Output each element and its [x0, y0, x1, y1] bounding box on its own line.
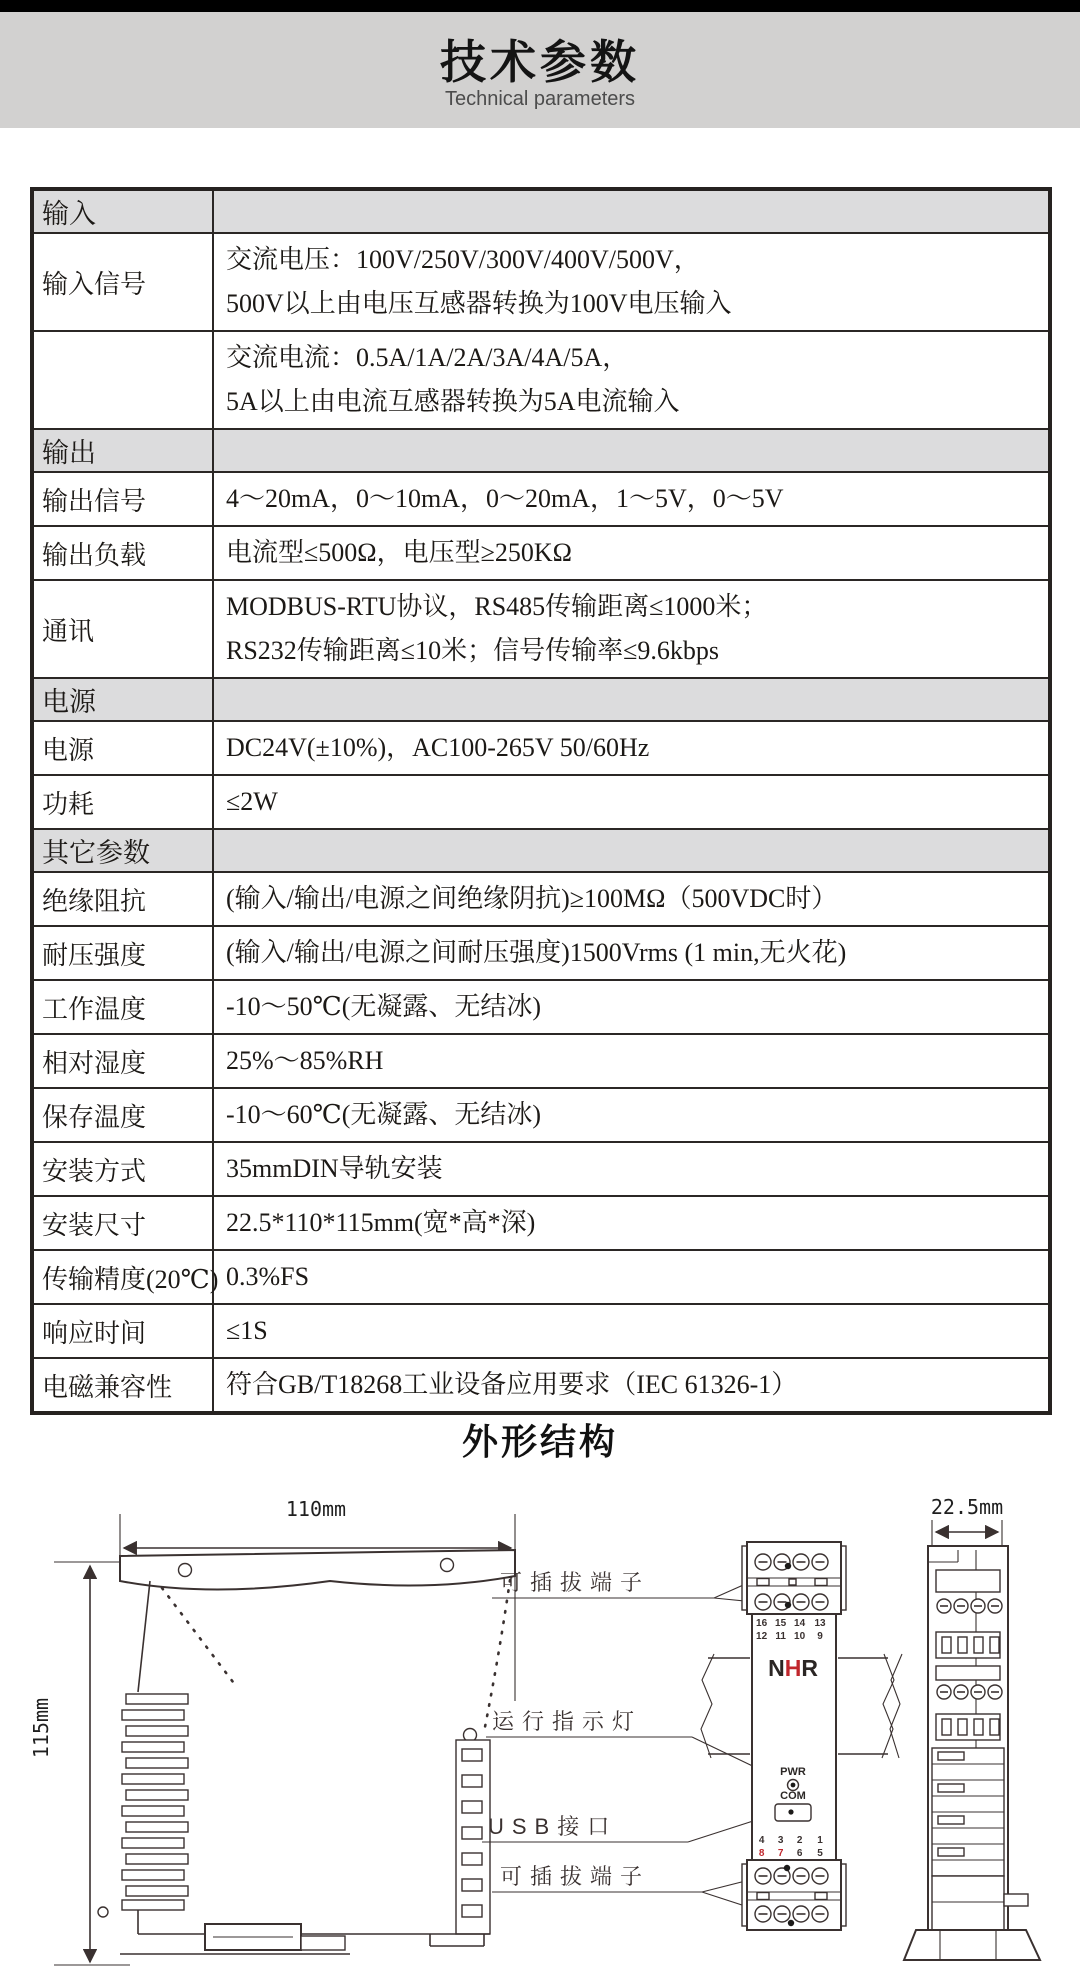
- spec-param-label: 安装方式: [32, 1142, 213, 1196]
- spec-row: [32, 872, 1050, 926]
- spec-section-label: 输出: [32, 429, 213, 472]
- spec-value-line: 500V以上由电压互感器转换为100V电压输入: [226, 289, 732, 318]
- spec-param-value: [213, 472, 1050, 526]
- front-terminal-numbers-top2: 12 11 10 9: [756, 1631, 823, 1642]
- spec-param-label: 保存温度: [32, 1088, 213, 1142]
- callout-usb-label: USB接口: [488, 1814, 618, 1839]
- outline-section-title: 外形结构: [461, 1421, 618, 1462]
- spec-param-value: [213, 233, 1050, 331]
- spec-row: [32, 1142, 1050, 1196]
- side-fin-stack: [122, 1694, 188, 1910]
- spec-row: [32, 721, 1050, 775]
- side-slot-column: [456, 1740, 490, 1934]
- spec-param-value: [213, 775, 1050, 829]
- dim-depth-label: 22.5mm: [930, 1495, 1004, 1519]
- spec-value-line: 5A以上由电流互感器转换为5A电流输入: [226, 387, 680, 416]
- front-terminal-numbers-top1: 16 15 14 13: [756, 1618, 826, 1629]
- spec-value-line: 22.5*110*115mm(宽*高*深): [226, 1208, 536, 1237]
- spec-section-row: [32, 189, 1050, 233]
- pwr-led-label: PWR: [780, 1766, 806, 1778]
- spec-row: [32, 331, 1050, 429]
- spec-section-row: [32, 678, 1050, 721]
- spec-param-value: [213, 980, 1050, 1034]
- spec-section-spacer: [213, 429, 1050, 472]
- spec-param-value: [213, 331, 1050, 429]
- com-port-label: COM: [780, 1790, 806, 1802]
- spec-param-label: 耐压强度: [32, 926, 213, 980]
- side-view-drawing: [29, 1497, 515, 1965]
- end-din-clip: [904, 1876, 1040, 1960]
- page-title: 技术参数: [440, 36, 640, 88]
- spec-row: [32, 1034, 1050, 1088]
- front-bottom-terminal-block: [742, 1860, 846, 1930]
- spec-value-line: 符合GB/T18268工业设备应用要求（IEC 61326-1）: [226, 1370, 798, 1399]
- spec-param-value: [213, 1034, 1050, 1088]
- spec-row: [32, 233, 1050, 331]
- front-view-drawing: [701, 1542, 894, 1930]
- spec-row: [32, 980, 1050, 1034]
- spec-value-line: ≤1S: [226, 1316, 268, 1345]
- page-subtitle: Technical parameters: [444, 88, 636, 110]
- brand-logo: NHR: [768, 1655, 818, 1681]
- spec-value-line: 25%～85%RH: [226, 1046, 384, 1075]
- end-view-drawing: [890, 1495, 1040, 1960]
- spec-value-line: DC24V(±10%)，AC100-265V 50/60Hz: [226, 733, 650, 762]
- spec-param-label: 相对湿度: [32, 1034, 213, 1088]
- spec-section-spacer: [213, 678, 1050, 721]
- spec-param-value: [213, 1088, 1050, 1142]
- front-terminal-numbers-bot1: 4 3 2 1: [758, 1835, 823, 1846]
- spec-section-label: 其它参数: [32, 829, 213, 872]
- spec-param-label: 传输精度(20℃): [32, 1250, 213, 1304]
- spec-value-line: (输入/输出/电源之间耐压强度)1500Vrms (1 min,无火花): [226, 938, 847, 967]
- spec-section-row: [32, 829, 1050, 872]
- spec-param-value: [213, 721, 1050, 775]
- spec-section-label: 输入: [32, 189, 213, 233]
- spec-param-label: 输出负载: [32, 526, 213, 580]
- front-terminal-numbers-bot2: 8 7 6 5: [758, 1848, 823, 1859]
- spec-param-label: 工作温度: [32, 980, 213, 1034]
- spec-section-spacer: [213, 189, 1050, 233]
- spec-value-line: 交流电压：100V/250V/300V/400V/500V，: [226, 245, 700, 274]
- spec-param-label: 功耗: [32, 775, 213, 829]
- spec-row: [32, 1088, 1050, 1142]
- front-top-terminal-block: [742, 1542, 846, 1614]
- spec-param-label: 响应时间: [32, 1304, 213, 1358]
- spec-row: [32, 926, 1050, 980]
- spec-param-value: [213, 872, 1050, 926]
- spec-value-line: ≤2W: [226, 787, 278, 816]
- spec-param-label: [32, 331, 213, 429]
- dim-height-label: 115mm: [29, 1697, 53, 1759]
- spec-param-label: 电源: [32, 721, 213, 775]
- spec-param-value: [213, 1196, 1050, 1250]
- spec-section-spacer: [213, 829, 1050, 872]
- callout-bottom-terminal-label: 可插拔端子: [500, 1864, 651, 1889]
- spec-param-label: 安装尺寸: [32, 1196, 213, 1250]
- spec-value-line: 交流电流：0.5A/1A/2A/3A/4A/5A，: [226, 343, 629, 372]
- spec-row: [32, 1304, 1050, 1358]
- spec-value-line: -10～60℃(无凝露、无结冰): [226, 1100, 542, 1129]
- spec-param-value: [213, 580, 1050, 678]
- spec-param-label: 输入信号: [32, 233, 213, 331]
- spec-param-value: [213, 1358, 1050, 1413]
- top-black-bar: [0, 0, 1080, 12]
- spec-row: [32, 775, 1050, 829]
- spec-param-value: [213, 1250, 1050, 1304]
- end-fin-stack: [932, 1748, 1004, 1876]
- spec-value-line: 35mmDIN导轨安装: [226, 1154, 443, 1183]
- spec-section-row: [32, 429, 1050, 472]
- spec-param-label: 输出信号: [32, 472, 213, 526]
- spec-section-label: 电源: [32, 678, 213, 721]
- spec-value-line: (输入/输出/电源之间绝缘阴抗)≥100MΩ（500VDC时）: [226, 884, 838, 913]
- spec-value-line: 电流型≤500Ω，电压型≥250KΩ: [226, 538, 572, 567]
- spec-param-label: 通讯: [32, 580, 213, 678]
- spec-row: [32, 1358, 1050, 1413]
- side-bottom-base: [120, 1910, 490, 1954]
- spec-value-line: RS232传输距离≤10米；信号传输率≤9.6kbps: [226, 636, 719, 665]
- spec-param-label: 电磁兼容性: [32, 1358, 213, 1413]
- callout-run-indicator-label: 运行指示灯: [492, 1709, 643, 1734]
- spec-table: [30, 187, 1052, 1415]
- spec-param-value: [213, 1304, 1050, 1358]
- spec-param-value: [213, 526, 1050, 580]
- spec-row: [32, 580, 1050, 678]
- outline-diagrams: [0, 1486, 1080, 1986]
- spec-row: [32, 1196, 1050, 1250]
- spec-param-value: [213, 1142, 1050, 1196]
- spec-row: [32, 472, 1050, 526]
- spec-value-line: MODBUS-RTU协议，RS485传输距离≤1000米；: [226, 592, 768, 621]
- spec-row: [32, 526, 1050, 580]
- spec-value-line: -10～50℃(无凝露、无结冰): [226, 992, 542, 1021]
- spec-param-value: [213, 926, 1050, 980]
- spec-value-line: 4～20mA，0～10mA，0～20mA，1～5V，0～5V: [226, 484, 784, 513]
- callout-top-terminal-label: 可插拔端子: [500, 1570, 651, 1595]
- spec-value-line: 0.3%FS: [226, 1262, 310, 1291]
- spec-param-label: 绝缘阻抗: [32, 872, 213, 926]
- spec-row: [32, 1250, 1050, 1304]
- dim-width-label: 110mm: [285, 1497, 347, 1521]
- page-header: [0, 12, 1080, 128]
